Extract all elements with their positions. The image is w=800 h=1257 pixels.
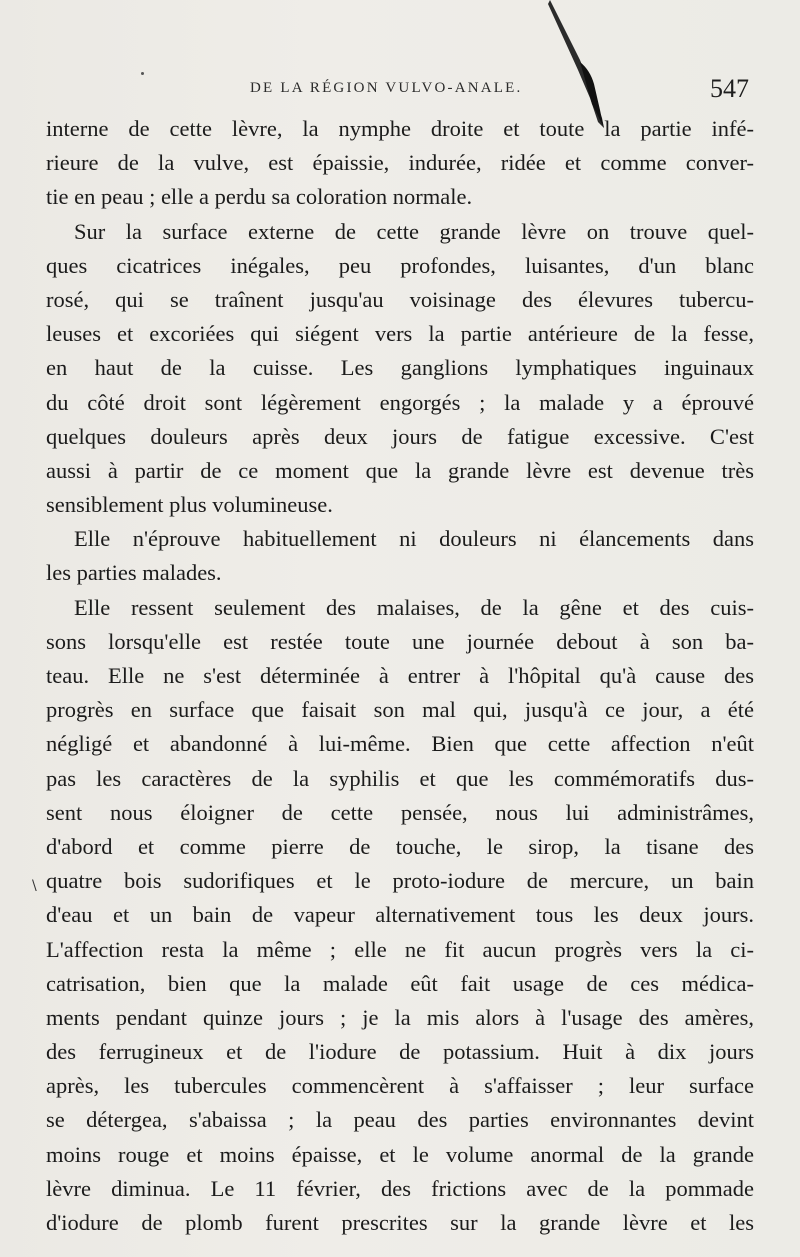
text-line: des ferrugineux et de l'iodure de potassium. Huit à dix jours (46, 1039, 754, 1065)
page-number: 547 (710, 74, 749, 103)
text-line: quelques douleurs après deux jours de fatigue excessive. C'est (46, 423, 754, 449)
text-line: Elle n'éprouve habituellement ni douleurs ni élancements dans (74, 526, 754, 552)
text-line: négligé et abandonné à lui-même. Bien que cette affection n'eût (46, 731, 754, 757)
text-line: tie en peau ; elle a perdu sa coloration normale. (46, 184, 473, 210)
text-line: interne de cette lèvre, la nymphe droite et toute la partie infé- (46, 116, 754, 141)
text-line: progrès en surface que faisait son mal qui, jusqu'à ce jour, a été (46, 697, 754, 723)
text-line: moins rouge et moins épaisse, et le volume anormal de la grande (46, 1141, 754, 1167)
text-line: Sur la surface externe de cette grande lèvre on trouve quel- (74, 218, 754, 244)
text-line: en haut de la cuisse. Les ganglions lymphatiques inguinaux (46, 355, 754, 381)
text-line: teau. Elle ne s'est déterminée à entrer à l'hôpital qu'à cause des (46, 663, 754, 688)
body-text (46, 112, 754, 1240)
text-line: pas les caractères de la syphilis et que les commémoratifs dus- (46, 765, 754, 791)
ink-speck (141, 72, 144, 75)
text-line: L'affection resta la même ; elle ne fit aucun progrès vers la ci- (46, 936, 754, 962)
text-line: se détergea, s'abaissa ; la peau des parties environnantes devint (46, 1107, 754, 1133)
text-line: d'eau et un bain de vapeur alternativement tous les deux jours. (46, 902, 754, 928)
text-line: catrisation, bien que la malade eût fait usage de ces médica- (46, 970, 754, 996)
text-line: après, les tubercules commencèrent à s'affaisser ; leur surface (46, 1073, 754, 1099)
text-line: sent nous éloigner de cette pensée, nous lui administrâmes, (46, 799, 754, 825)
text-line: quatre bois sudorifiques et le proto-iodure de mercure, un bain (46, 868, 754, 894)
text-line: rosé, qui se traînent jusqu'au voisinage des élevures tubercu- (46, 286, 754, 312)
text-line: du côté droit sont légèrement engorgés ; la malade y a éprouvé (46, 389, 754, 415)
text-line: d'iodure de plomb furent prescrites sur la grande lèvre et les (46, 1210, 754, 1235)
page-header (0, 74, 800, 108)
text-line: sensiblement plus volumineuse. (46, 492, 333, 518)
text-line: sons lorsqu'elle est restée toute une journée debout à son ba- (46, 628, 754, 654)
text-line: les parties malades. (46, 560, 222, 586)
text-line: Elle ressent seulement des malaises, de la gêne et des cuis- (74, 594, 754, 620)
text-line: ments pendant quinze jours ; je la mis alors à l'usage des amères, (46, 1004, 754, 1030)
text-line: lèvre diminua. Le 11 février, des frictions avec de la pommade (46, 1175, 754, 1201)
text-line: aussi à partir de ce moment que la grande lèvre est devenue très (46, 457, 754, 483)
text-line: ques cicatrices inégales, peu profondes, luisantes, d'un blanc (46, 252, 754, 278)
margin-mark: \ (32, 878, 37, 894)
text-line: rieure de la vulve, est épaissie, indurée, ridée et comme conver- (46, 150, 754, 176)
text-line: leuses et excoriées qui siégent vers la partie antérieure de la fesse, (46, 321, 754, 347)
text-line: d'abord et comme pierre de touche, le sirop, la tisane des (46, 833, 754, 859)
running-title: DE LA RÉGION VULVO-ANALE. (250, 80, 523, 96)
